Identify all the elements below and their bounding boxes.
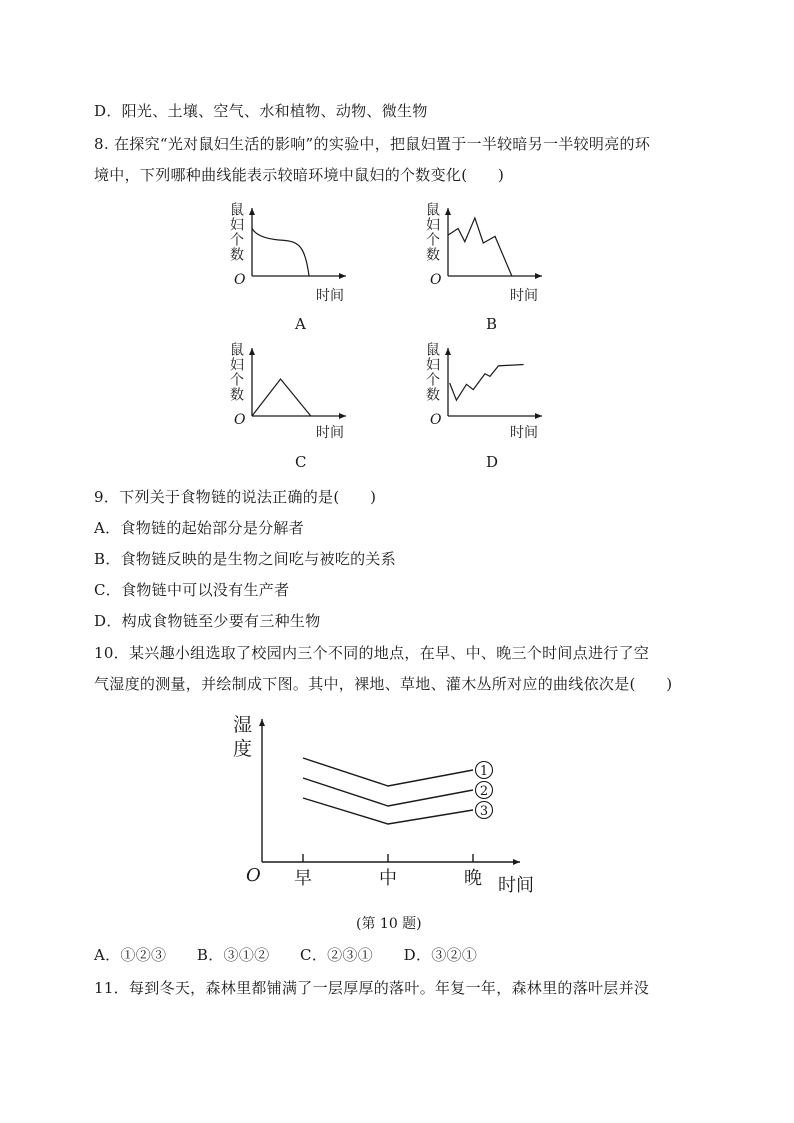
- chart-a-ylabel: 鼠妇个数: [228, 202, 244, 262]
- series-line: [303, 758, 473, 786]
- series-label: 1: [479, 764, 489, 779]
- chart-c-origin: O: [234, 412, 246, 428]
- humidity-caption: (第 10 题): [356, 916, 422, 932]
- series-label: 3: [479, 804, 489, 819]
- q10-options: A．①②③ B．③①② C．②③① D．③②①: [94, 946, 478, 964]
- chart-c-xlabel: 时间: [316, 425, 344, 441]
- chart-d-caption: D: [486, 453, 499, 471]
- tick-label: 中: [379, 868, 397, 889]
- humidity-xlabel: 时间: [498, 875, 534, 896]
- q9-option-c: C．食物链中可以没有生产者: [94, 581, 290, 599]
- q9-option-b: B．食物链反映的是生物之间吃与被吃的关系: [94, 550, 397, 568]
- chart-d-plot: [424, 340, 554, 430]
- chart-d: [424, 340, 554, 480]
- tick-label: 早: [294, 868, 312, 889]
- humidity-chart: [230, 705, 550, 945]
- chart-d-xlabel: 时间: [510, 425, 538, 441]
- chart-a: [228, 200, 358, 340]
- q7-option-d: D．阳光、土壤、空气、水和植物、动物、微生物: [94, 102, 428, 120]
- q9-option-d: D．构成食物链至少要有三种生物: [94, 612, 321, 630]
- series-line: [303, 798, 473, 824]
- curve-line: [252, 379, 311, 416]
- chart-b-xlabel: 时间: [510, 288, 538, 304]
- chart-a-caption: A: [295, 315, 306, 333]
- chart-b-origin: O: [430, 272, 442, 288]
- chart-c: [228, 340, 358, 480]
- q8-stem-line1: 8. 在探究“光对鼠妇生活的影响”的实验中，把鼠妇置于一半较暗另一半较明亮的环: [94, 135, 651, 153]
- tick-label: 晚: [464, 868, 482, 889]
- series-line: [303, 778, 473, 806]
- chart-a-origin: O: [234, 272, 246, 288]
- chart-a-plot: [228, 200, 358, 290]
- curve-line: [448, 218, 512, 276]
- chart-b-ylabel: 鼠妇个数: [424, 202, 440, 262]
- chart-d-ylabel: 鼠妇个数: [424, 342, 440, 402]
- q8-stem-line2: 境中，下列哪种曲线能表示较暗环境中鼠妇的个数变化( ): [94, 166, 505, 184]
- humidity-origin: O: [246, 865, 261, 886]
- chart-b-plot: [424, 200, 554, 290]
- curve-line: [450, 365, 524, 401]
- q11-stem: 11．每到冬天，森林里都铺满了一层厚厚的落叶。年复一年，森林里的落叶层并没: [94, 979, 650, 997]
- humidity-ylabel: 湿度: [233, 714, 253, 760]
- curve-line: [252, 228, 309, 276]
- chart-c-ylabel: 鼠妇个数: [228, 342, 244, 402]
- chart-d-origin: O: [430, 412, 442, 428]
- chart-c-caption: C: [295, 453, 307, 471]
- chart-b: [424, 200, 554, 340]
- chart-a-xlabel: 时间: [316, 288, 344, 304]
- q10-stem-line1: 10．某兴趣小组选取了校园内三个不同的地点，在早、中、晚三个时间点进行了空: [94, 644, 650, 662]
- chart-c-plot: [228, 340, 358, 430]
- q10-stem-line2: 气湿度的测量，并绘制成下图。其中，裸地、草地、灌木丛所对应的曲线依次是( ): [94, 675, 673, 693]
- series-label: 2: [479, 784, 489, 799]
- q9-stem: 9．下列关于食物链的说法正确的是( ): [94, 488, 377, 506]
- q9-option-a: A．食物链的起始部分是分解者: [94, 519, 305, 537]
- chart-b-caption: B: [486, 315, 498, 333]
